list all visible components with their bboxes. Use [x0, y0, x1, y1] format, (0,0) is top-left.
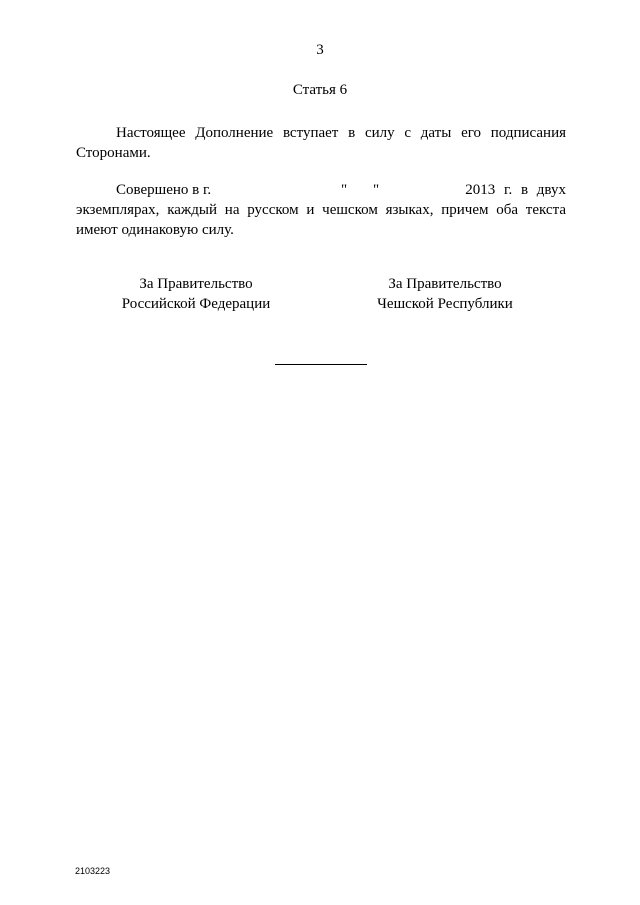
paragraph-done-at	[76, 180, 566, 240]
paragraph2-line1	[76, 180, 566, 200]
signature-block-czech	[335, 274, 555, 314]
paragraph1-line1: Настоящее Дополнение вступает в силу с даты его подписания	[116, 125, 566, 141]
paragraph-entry-into-force	[76, 123, 566, 163]
article-title: Статья 6	[292, 82, 348, 98]
paragraph2-part-a: Совершено в г.	[116, 182, 212, 198]
signature-right-line2: Чешской Республики	[377, 296, 513, 312]
paragraph1-line2: Сторонами.	[76, 145, 151, 161]
paragraph2-line3: имеют одинаковую силу.	[76, 222, 234, 238]
paragraph2-line2: экземплярах, каждый на русском и чешском языках, причем оба текста	[76, 202, 566, 218]
page-number: 3	[316, 42, 324, 58]
paragraph2-quote-open: "	[341, 182, 348, 198]
paragraph2-part-b: 2013 г. в двух	[465, 182, 566, 198]
footer-code: 2103223	[75, 866, 111, 876]
closing-rule	[275, 364, 367, 365]
paragraph2-quote-close: "	[373, 182, 380, 198]
signature-left-line2: Российской Федерации	[121, 296, 271, 312]
signature-right-line1: За Правительство	[388, 276, 502, 292]
signature-block-russia	[86, 274, 306, 314]
signature-left-line1: За Правительство	[139, 276, 253, 292]
